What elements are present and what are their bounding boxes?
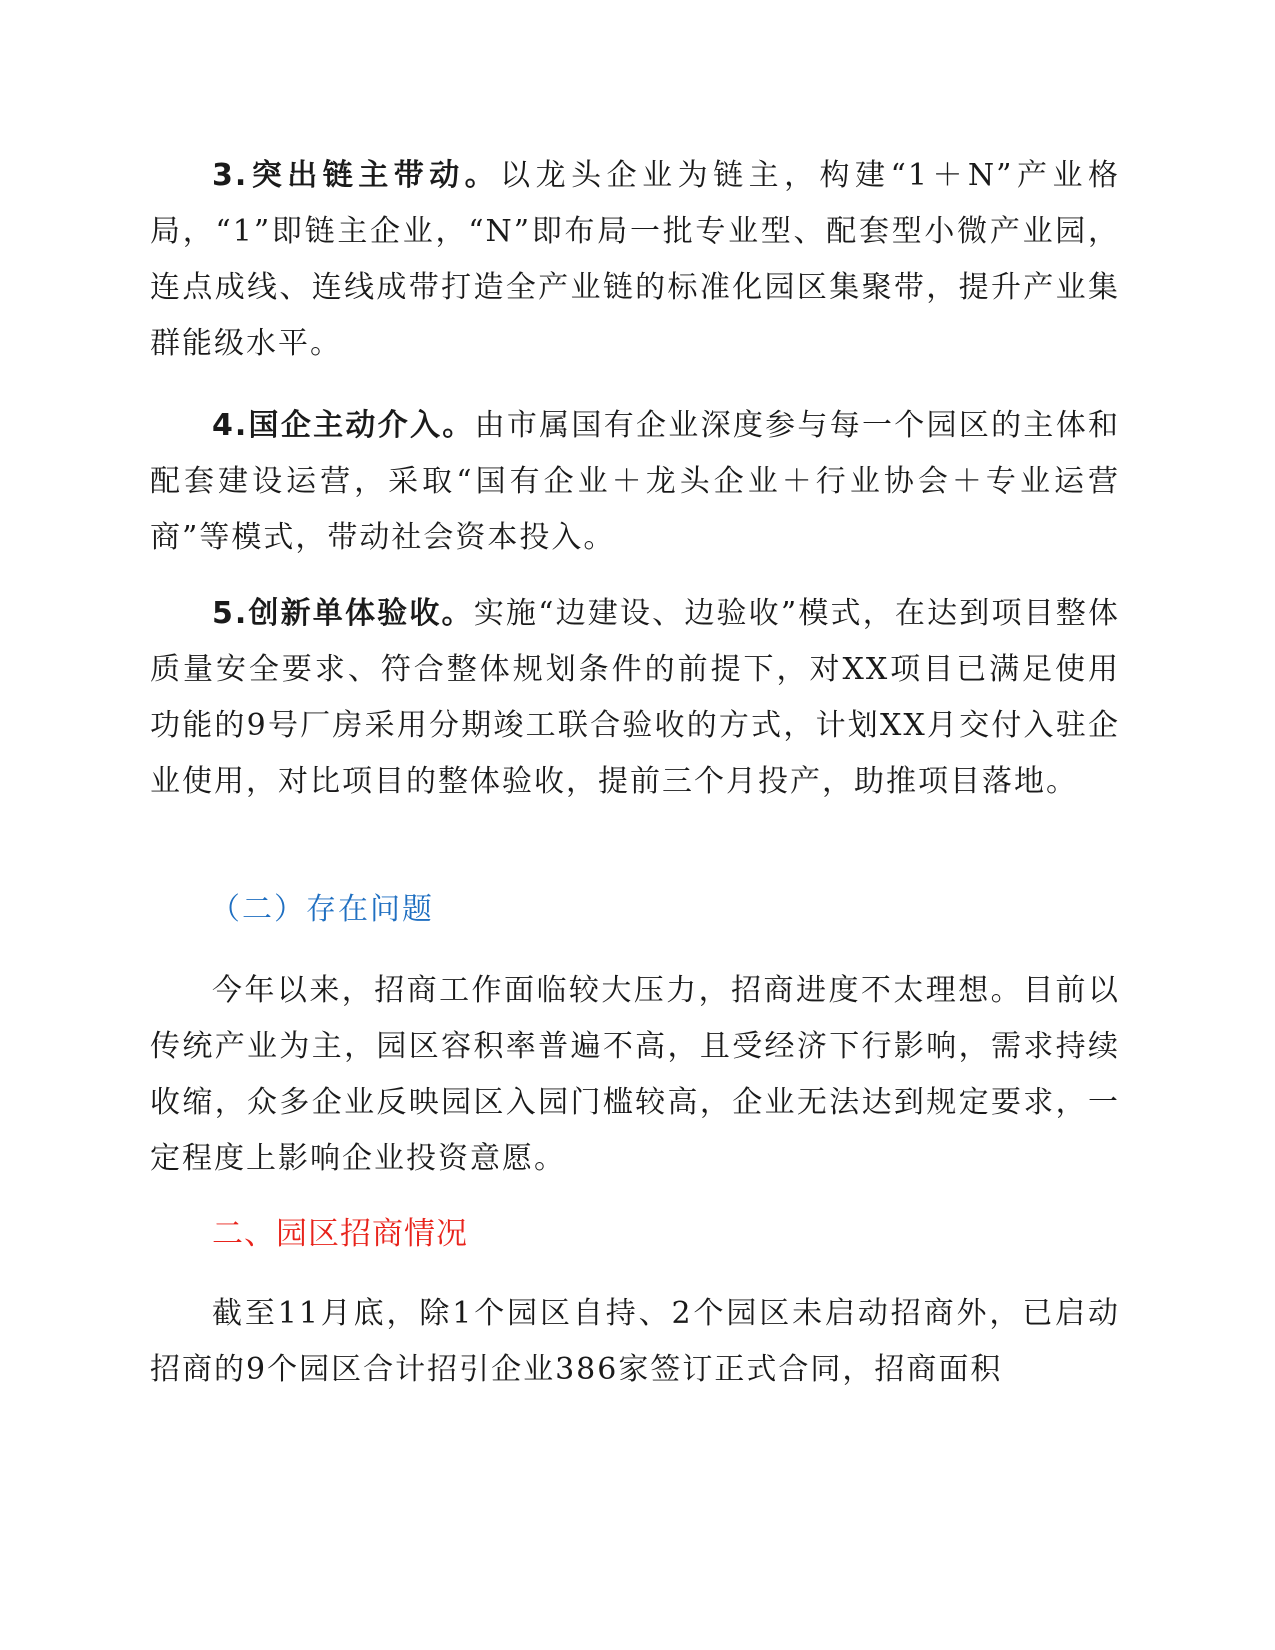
paragraph-body: 实施“边建设、边验收”模式，在达到项目整体质量安全要求、符合整体规划条件的前提下，对XX项目已满足使用功能的9号厂房采用分期竣工联合验收的方式，计划XX月交付入驻企业使用，对比项目的整体验收，提前三个月投产，助推项目落地。	[150, 596, 1120, 799]
paragraph-individual-acceptance	[150, 586, 1120, 810]
subheading-existing-problems: （二）存在问题	[210, 892, 434, 927]
paragraph-body: 以龙头企业为链主，构建“1＋N”产业格局，“1”即链主企业，“N”即布局一批专业型、配套型小微产业园，连点成线、连线成带打造全产业链的标准化园区集聚带，提升产业集群能级水平。	[150, 158, 1120, 361]
paragraph-body: 由市属国有企业深度参与每一个园区的主体和配套建设运营，采取“国有企业＋龙头企业＋行业协会＋专业运营商”等模式，带动社会资本投入。	[150, 408, 1120, 555]
paragraph-soe-involvement	[150, 398, 1120, 566]
paragraph-lead: 3.突出链主带动。	[212, 158, 501, 193]
paragraph-lead: 5.创新单体验收。	[212, 596, 474, 631]
paragraph-problems: 今年以来，招商工作面临较大压力，招商进度不太理想。目前以传统产业为主，园区容积率普遍不高，且受经济下行影响，需求持续收缩，众多企业反映园区入园门槛较高，企业无法达到规定要求，一定程度上影响企业投资意愿。	[150, 973, 1120, 1176]
paragraph-chain-leader	[150, 148, 1120, 372]
paragraph-lead: 4.国企主动介入。	[212, 408, 475, 443]
paragraph-investment-status: 截至11月底，除1个园区自持、2个园区未启动招商外，已启动招商的9个园区合计招引企业386家签订正式合同，招商面积	[150, 1296, 1120, 1387]
section-heading-investment: 二、园区招商情况	[212, 1216, 468, 1252]
